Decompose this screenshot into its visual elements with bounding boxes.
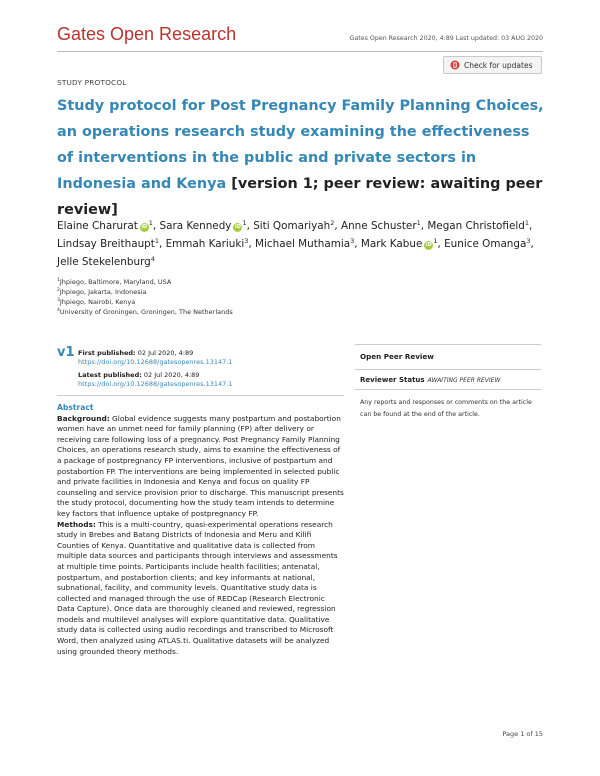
open-peer-review-title: Open Peer Review (355, 344, 541, 370)
header-divider (57, 51, 543, 52)
author (57, 220, 160, 232)
author (166, 238, 255, 250)
version-badge: v1 (57, 345, 75, 360)
author-affiliation-number: 1 (148, 219, 153, 227)
check-for-updates-button[interactable] (443, 56, 542, 74)
open-peer-review-panel (355, 344, 541, 421)
review-note: Any reports and responses or comments on the article can be found at the end of the article. (360, 399, 532, 418)
journal-name: Gates Open Research (57, 24, 237, 44)
author-separator: , (158, 238, 166, 250)
author-name[interactable]: Megan Christofield (427, 220, 525, 232)
affiliation-list (57, 277, 233, 317)
author-name[interactable]: Lindsay Breithaupt (57, 238, 155, 250)
affiliation-number: 3 (57, 298, 60, 303)
author-affiliation-number: 1 (416, 219, 421, 227)
article-title (57, 93, 547, 223)
publication-info (78, 349, 232, 393)
author (255, 238, 361, 250)
affiliation-text: Jhpiego, Jakarta, Indonesia (59, 288, 147, 296)
first-published-date: 02 Jul 2020, 4:89 (137, 349, 194, 357)
reviewer-status-label: Reviewer Status (360, 376, 425, 384)
affiliation-text: University of Groningen, Groningen, The Netherlands (59, 308, 233, 316)
author-name[interactable]: Jelle Stekelenburg (57, 256, 151, 268)
author-affiliation-number: 4 (150, 255, 155, 263)
abstract-divider (57, 395, 344, 396)
latest-published-date: 02 Jul 2020, 4:89 (143, 371, 200, 379)
title-text: Study protocol for Post Pregnancy Family Planning Choices, an operations research study examining the effectiveness of interventions in the public and private sectors in Indonesia and Kenya (57, 98, 544, 192)
author (160, 220, 254, 232)
author-name[interactable]: Sara Kennedy (159, 220, 232, 232)
latest-published-label: Latest published: (78, 371, 142, 379)
author (57, 256, 155, 268)
page-number: Page 1 of 15 (502, 730, 543, 738)
affiliation-number: 2 (57, 288, 60, 293)
methods-text: This is a multi-country, quasi-experimental operations research study in Brebes and Batang Districts of Indonesia and Meru and Kilifi Counties of Kenya. Quantitative and qualitative data is collected from multiple data sources and participants through interviews and assessments at multiple time points. Participants include health facilities; antenatal, postpartum, and postabortion clients; and key informants at national, subnational, facility, and community levels. Quantitative study data is collected and managed through the use of REDCap (Research Electronic Data Capture). Once data are thoroughly cleaned and reviewed, regression models and multilevel analyses will explore quantitative data. Qualitative study data is collected using audio recordings and transcribed to Microsoft Word, then analyzed using ATLAS.ti. Qualitative datasets will be analyzed using grounded theory methods. (57, 519, 338, 656)
author-name[interactable]: Michael Muthamia (255, 238, 351, 250)
crossmark-icon (450, 60, 460, 70)
author-separator: , (530, 238, 534, 250)
review-status-text: [version 1; peer review: awaiting peer review] (57, 176, 543, 218)
affiliation-number: 4 (57, 308, 60, 313)
author-separator: , (334, 220, 341, 232)
author-name[interactable]: Siti Qomariyah (253, 220, 331, 232)
author-affiliation-number: 1 (154, 237, 159, 245)
abstract-section (57, 403, 344, 657)
author (444, 238, 534, 250)
abstract-methods (57, 520, 344, 658)
background-label: Background: (57, 413, 110, 423)
article-type-label: STUDY PROTOCOL (57, 78, 127, 87)
orcid-icon[interactable]: iD (235, 224, 241, 230)
author-affiliation-number: 3 (350, 237, 355, 245)
latest-published-doi-link[interactable]: https://doi.org/10.12688/gatesopenres.13147.1 (78, 380, 233, 388)
author-affiliation-number: 3 (244, 237, 249, 245)
author-separator: , (152, 220, 160, 232)
author (427, 220, 532, 232)
author-affiliation-number: 1 (433, 237, 438, 245)
check-for-updates-label: Check for updates (464, 60, 533, 70)
author (341, 220, 427, 232)
author-separator: , (246, 220, 254, 232)
author-name[interactable]: Eunice Omanga (444, 238, 527, 250)
affiliation-item (57, 307, 233, 317)
reviewer-status-row (355, 370, 541, 390)
author-name[interactable]: Emmah Kariuki (165, 238, 245, 250)
author-affiliation-number: 3 (526, 237, 531, 245)
affiliation-text: Jhpiego, Baltimore, Maryland, USA (59, 278, 172, 286)
author-name[interactable]: Mark Kabue (360, 238, 423, 250)
affiliation-item (57, 287, 233, 297)
author-separator: , (354, 238, 361, 250)
author-list (57, 217, 547, 271)
first-published-doi-link[interactable]: https://doi.org/10.12688/gatesopenres.13147.1 (78, 358, 233, 366)
affiliation-number: 1 (57, 278, 60, 283)
methods-label: Methods: (57, 519, 96, 529)
affiliation-text: Jhpiego, Nairobi, Kenya (59, 298, 136, 306)
author-separator: , (528, 220, 533, 232)
first-published-label: First published: (78, 349, 136, 357)
author-name[interactable]: Elaine Charurat (57, 220, 138, 232)
author-affiliation-number: 1 (242, 219, 247, 227)
abstract-heading: Abstract (57, 403, 94, 412)
author-separator: , (420, 220, 428, 232)
orcid-icon[interactable]: iD (425, 242, 432, 248)
author-separator: , (437, 238, 445, 250)
affiliation-item (57, 297, 233, 307)
author (361, 238, 444, 250)
background-text: Global evidence suggests many postpartum and postabortion women have an unmet need for family planning (FP) after delivery or receiving care following loss of a pregnancy. Post Pregnancy Family Planning Choices, an operations research study, aims to examine the effectiveness of a package of postpregnancy FP interventions, inclusive of postpartum and postabortion FP. The interventions are being implemented in selected public and private facilities in Indonesia and Kenya and focus on quality FP counseling and service provision prior to discharge. This manuscript presents the study protocol, documenting how the study team intends to determine key factors that influence uptake of postpregnancy FP. (57, 413, 344, 518)
abstract-background (57, 414, 344, 520)
reviewer-status-value: AWAITING PEER REVIEW (427, 377, 501, 384)
author-separator: , (248, 238, 256, 250)
author (253, 220, 341, 232)
author-affiliation-number: 2 (330, 219, 335, 227)
author-affiliation-number: 1 (524, 219, 529, 227)
author-name[interactable]: Anne Schuster (340, 220, 417, 232)
affiliation-item (57, 277, 233, 287)
author (57, 238, 166, 250)
citation-line: Gates Open Research 2020, 4:89 Last updated: 03 AUG 2020 (349, 35, 543, 42)
orcid-icon[interactable]: iD (141, 224, 148, 230)
